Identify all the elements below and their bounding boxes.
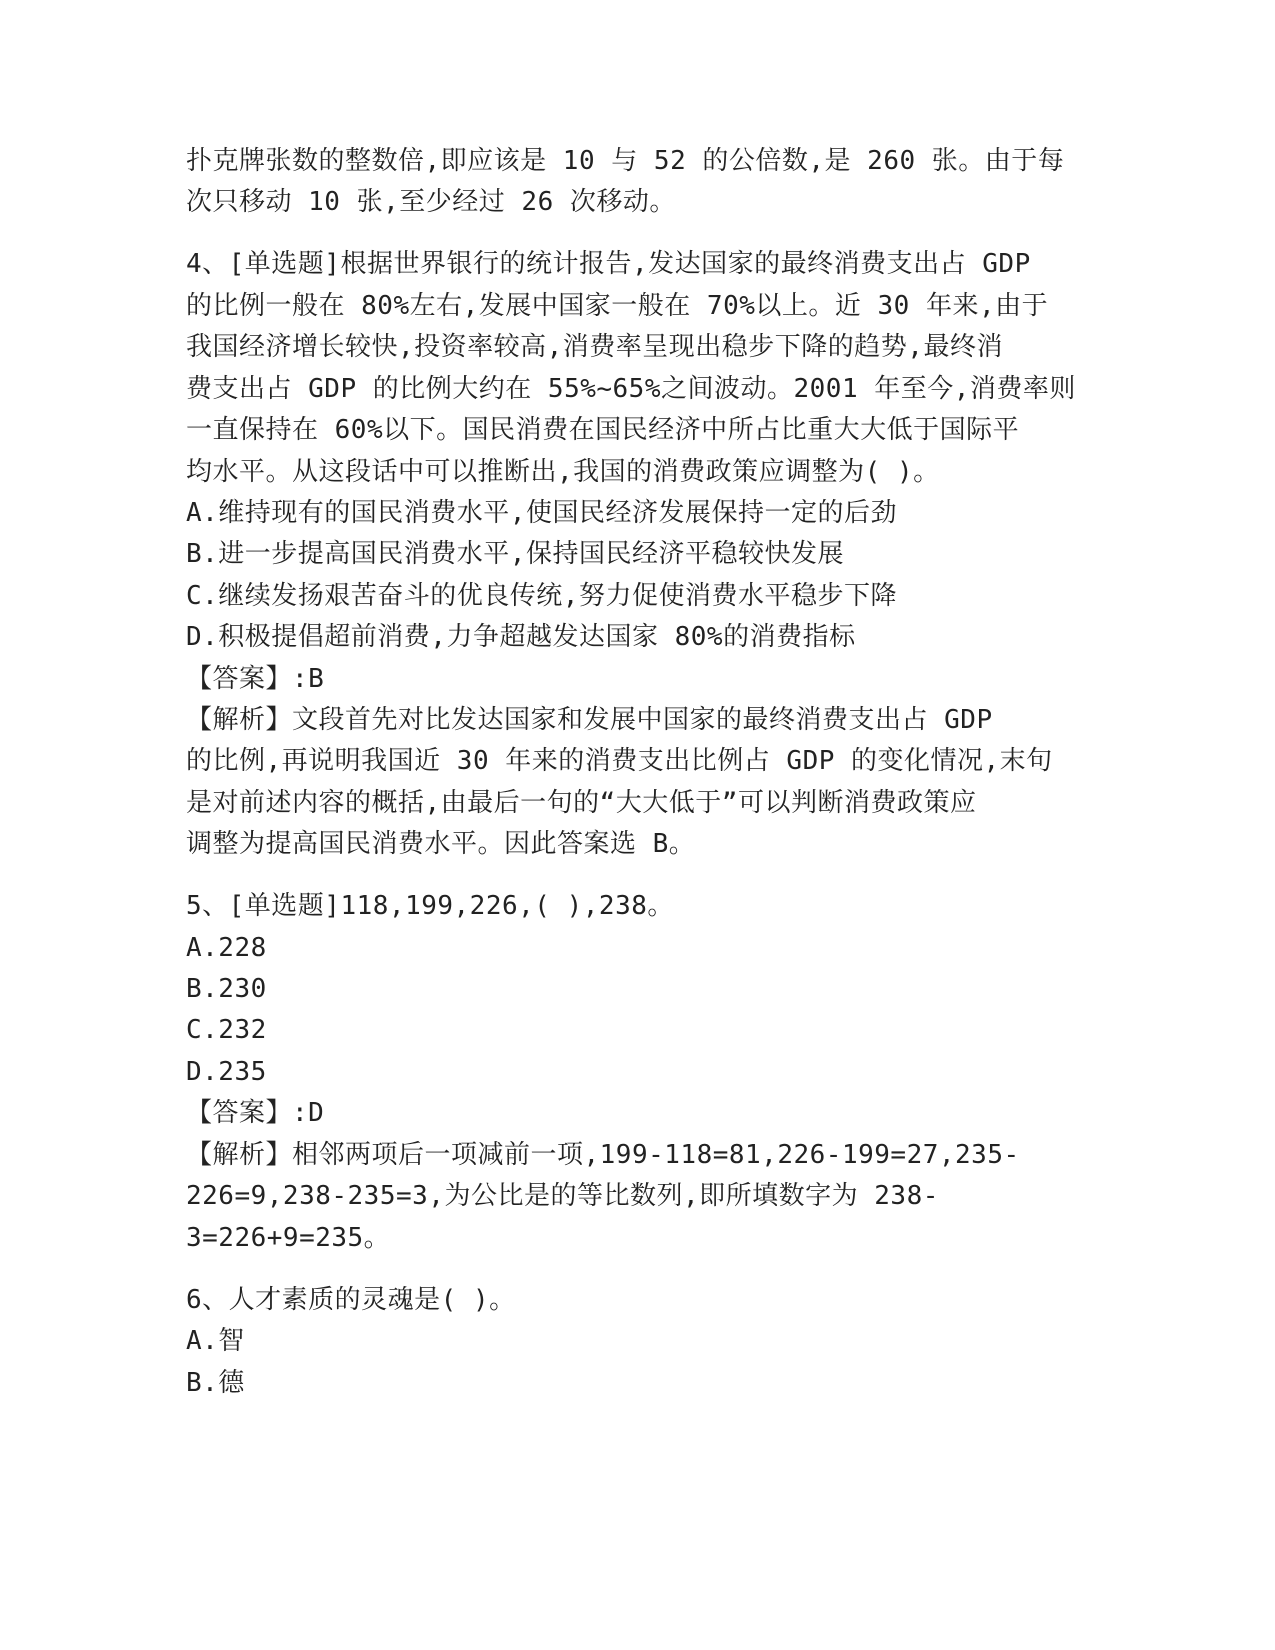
question-4-stem-line: 4、[单选题]根据世界银行的统计报告,发达国家的最终消费支出占 GDP	[186, 249, 1031, 279]
analysis-line: 次只移动 10 张,至少经过 26 次移动。	[186, 187, 676, 217]
question-6-stem: 6、人才素质的灵魂是( )。	[186, 1285, 516, 1315]
question-5-answer: 【答案】:D	[186, 1098, 325, 1128]
question-4-analysis-line: 【解析】文段首先对比发达国家和发展中国家的最终消费支出占 GDP	[186, 705, 993, 735]
question-5-option-d: D.235	[186, 1057, 267, 1087]
question-4-option-d: D.积极提倡超前消费,力争超越发达国家 80%的消费指标	[186, 622, 856, 652]
question-4-analysis-line: 调整为提高国民消费水平。因此答案选 B。	[186, 829, 696, 859]
question-6-option-a: A.智	[186, 1326, 245, 1356]
question-5-option-b: B.230	[186, 974, 267, 1004]
question-4-stem-line: 均水平。从这段话中可以推断出,我国的消费政策应调整为( )。	[186, 457, 940, 487]
question-5-stem: 5、[单选题]118,199,226,( ),238。	[186, 891, 674, 921]
question-4-analysis-line: 的比例,再说明我国近 30 年来的消费支出比例占 GDP 的变化情况,末句	[186, 746, 1053, 776]
question-4-option-b: B.进一步提高国民消费水平,保持国民经济平稳较快发展	[186, 539, 844, 569]
question-4-option-a: A.维持现有的国民消费水平,使国民经济发展保持一定的后劲	[186, 498, 897, 528]
question-6-option-b: B.德	[186, 1368, 245, 1398]
question-5-option-a: A.228	[186, 933, 267, 963]
question-5-analysis-line: 【解析】相邻两项后一项减前一项,199-118=81,226-199=27,235-	[186, 1140, 1020, 1170]
question-4-stem-line: 一直保持在 60%以下。国民消费在国民经济中所占比重大大低于国际平	[186, 415, 1020, 445]
question-5-analysis-line: 3=226+9=235。	[186, 1223, 391, 1253]
question-4-option-c: C.继续发扬艰苦奋斗的优良传统,努力促使消费水平稳步下降	[186, 581, 897, 611]
question-4-stem-line: 费支出占 GDP 的比例大约在 55%~65%之间波动。2001 年至今,消费率则	[186, 374, 1076, 404]
question-4-stem-line: 我国经济增长较快,投资率较高,消费率呈现出稳步下降的趋势,最终消	[186, 332, 1003, 362]
question-4-answer: 【答案】:B	[186, 664, 325, 694]
question-5-option-c: C.232	[186, 1015, 267, 1045]
question-4-stem-line: 的比例一般在 80%左右,发展中国家一般在 70%以上。近 30 年来,由于	[186, 291, 1049, 321]
analysis-line: 扑克牌张数的整数倍,即应该是 10 与 52 的公倍数,是 260 张。由于每	[186, 146, 1065, 176]
question-5-analysis-line: 226=9,238-235=3,为公比是的等比数列,即所填数字为 238-	[186, 1181, 939, 1211]
question-4-analysis-line: 是对前述内容的概括,由最后一句的“大大低于”可以判断消费政策应	[186, 788, 977, 818]
